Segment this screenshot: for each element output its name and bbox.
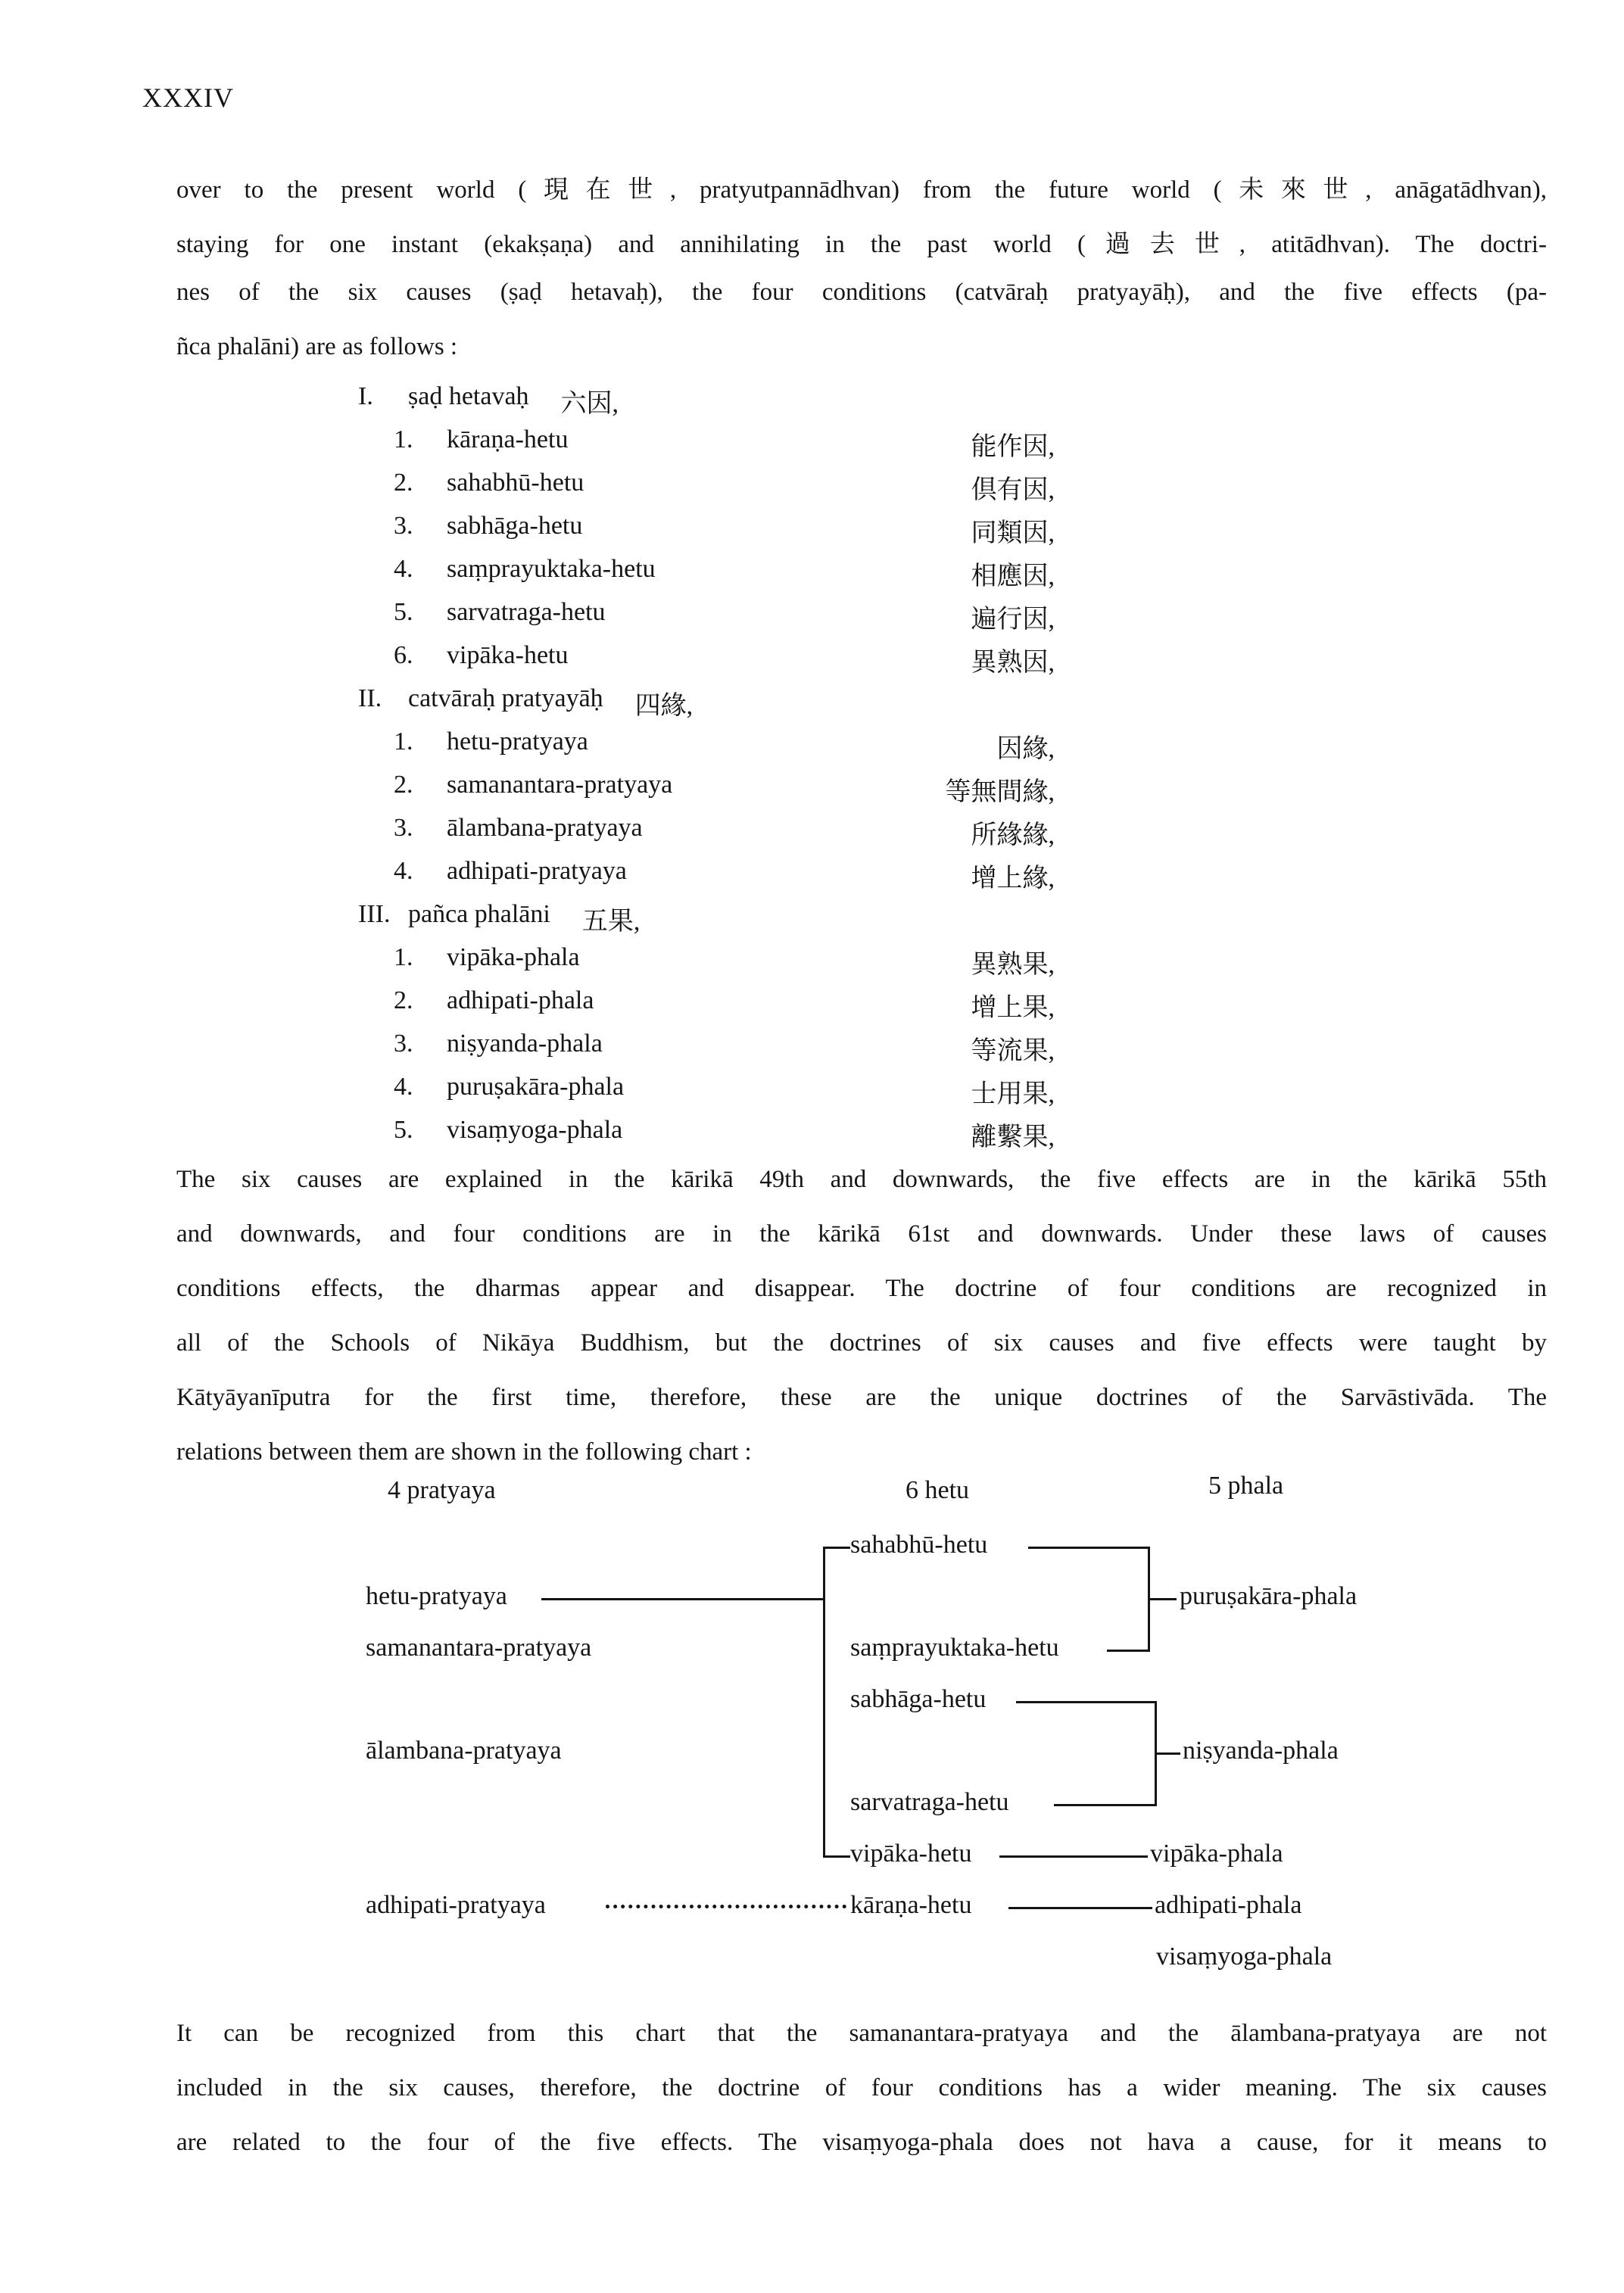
connector-stub-sahabhu-left <box>823 1547 850 1549</box>
list-item-name: saṃprayuktaka-hetu <box>447 555 656 583</box>
paragraph-line: The six causes are explained in the kārikā 49th and downwards, the five effects are in the kārikā 55th <box>176 1166 1547 1193</box>
list-item-number: 3. <box>394 512 413 540</box>
chart-node-vipaka-hetu: vipāka-hetu <box>850 1840 972 1868</box>
list-item <box>358 1116 1055 1159</box>
section-numeral: I. <box>358 382 373 410</box>
list-item <box>358 943 1055 986</box>
connector-vipaka-hetu-to-phala <box>999 1855 1148 1858</box>
list-item-name: adhipati-phala <box>447 986 594 1014</box>
list-item-name: samanantara-pratyaya <box>447 771 673 799</box>
section-title: ṣaḍ hetavaḥ <box>408 382 529 410</box>
list-item <box>358 512 1055 555</box>
section-gloss-cjk: 四緣, <box>634 692 694 720</box>
page-number: XXXIV <box>142 83 234 113</box>
paragraph-line: all of the Schools of Nikāya Buddhism, but the doctrines of six causes and five effects were taught by <box>176 1329 1547 1357</box>
connector-sabhaga-to-bracket2 <box>1016 1701 1156 1703</box>
paragraph-line: staying for one instant (ekakṣaṇa) and annihilating in the past world (過去世, atitādhvan). The doctri- <box>176 231 1547 258</box>
connector-samprayuktaka-to-bracket1 <box>1107 1650 1148 1652</box>
paragraph-line: It can be recognized from this chart that the samanantara-pratyaya and the ālambana-pratyaya are not <box>176 2020 1547 2047</box>
chart-node-purusakara-phala: puruṣakāra-phala <box>1180 1582 1357 1610</box>
chart-node-sahabhu-hetu: sahabhū-hetu <box>850 1531 988 1559</box>
paragraph-2 <box>176 1166 1547 1493</box>
list-item-number: 2. <box>394 986 413 1014</box>
list-item-number: 3. <box>394 1030 413 1058</box>
list-item-gloss-cjk: 離繫果, <box>971 1123 1055 1151</box>
list-item-gloss-cjk: 同類因, <box>971 519 1055 547</box>
section-title: catvāraḥ pratyayāḥ <box>408 684 603 712</box>
list-section-header <box>358 382 1055 425</box>
chart-node-samprayuktaka-hetu: saṃprayuktaka-hetu <box>850 1634 1059 1662</box>
chart-column-header-hetu: 6 hetu <box>906 1476 970 1504</box>
chart-node-adhipati-phala: adhipati-phala <box>1155 1891 1302 1919</box>
list-item-name: hetu-pratyaya <box>447 727 588 756</box>
connector-stub-vipaka-left <box>823 1855 850 1858</box>
list-item <box>358 1030 1055 1073</box>
list-item-number: 4. <box>394 1073 413 1101</box>
list-item-name: vipāka-hetu <box>447 641 569 669</box>
list-item-number: 5. <box>394 598 413 626</box>
list-item-gloss-cjk: 相應因, <box>971 562 1055 590</box>
list-item-number: 4. <box>394 857 413 885</box>
connector-left-bracket <box>823 1547 825 1858</box>
list-item-number: 1. <box>394 425 413 453</box>
list-item-number: 6. <box>394 641 413 669</box>
list-item-gloss-cjk: 能作因, <box>971 433 1055 461</box>
list-item-gloss-cjk: 異熟果, <box>971 951 1055 979</box>
chart-node-visamyoga-phala: visaṃyoga-phala <box>1156 1943 1333 1971</box>
list-item-number: 3. <box>394 814 413 842</box>
connector-karana-to-adhipati-phala <box>1008 1907 1152 1909</box>
list-item-gloss-cjk: 所緣緣, <box>971 821 1055 849</box>
list-item <box>358 469 1055 512</box>
chart-node-samanantara-pratyaya: samanantara-pratyaya <box>366 1634 592 1662</box>
list-item <box>358 727 1055 771</box>
list-item-name: sahabhū-hetu <box>447 469 584 497</box>
list-item-gloss-cjk: 增上果, <box>971 994 1055 1022</box>
list-item-name: niṣyanda-phala <box>447 1030 603 1058</box>
list-item <box>358 641 1055 684</box>
list-item <box>358 555 1055 598</box>
chart-node-adhipati-pratyaya: adhipati-pratyaya <box>366 1891 546 1919</box>
paragraph-line: Kātyāyanīputra for the first time, therefore, these are the unique doctrines of the Sarvāstivāda. The <box>176 1384 1547 1411</box>
chart-node-sabhaga-hetu: sabhāga-hetu <box>850 1685 987 1713</box>
chart-node-vipaka-phala: vipāka-phala <box>1150 1840 1283 1868</box>
list-item-gloss-cjk: 遍行因, <box>971 606 1055 634</box>
list-item-name: ālambana-pratyaya <box>447 814 643 842</box>
list-item <box>358 857 1055 900</box>
list-item-name: adhipati-pratyaya <box>447 857 627 885</box>
paragraph-line: relations between them are shown in the following chart : <box>176 1438 752 1466</box>
paragraph-line: included in the six causes, therefore, the doctrine of four conditions has a wider meaning. The six causes <box>176 2074 1547 2101</box>
list-item <box>358 814 1055 857</box>
section-title: pañca phalāni <box>408 900 550 928</box>
chart-node-nisyanda-phala: niṣyanda-phala <box>1183 1737 1339 1765</box>
paragraph-line: conditions effects, the dharmas appear and disappear. The doctrine of four conditions are recognized in <box>176 1275 1547 1302</box>
list-item-name: sarvatraga-hetu <box>447 598 606 626</box>
list-item-number: 2. <box>394 771 413 799</box>
list-item <box>358 598 1055 641</box>
paragraph-3 <box>176 2020 1547 2183</box>
connector-stub-purusakara <box>1148 1598 1177 1600</box>
section-numeral: II. <box>358 684 382 712</box>
paragraph-line: are related to the four of the five effects. The visaṃyoga-phala does not hava a cause, for it means to <box>176 2129 1547 2156</box>
list-item-number: 5. <box>394 1116 413 1144</box>
section-gloss-cjk: 六因, <box>560 390 619 418</box>
list-item-gloss-cjk: 因緣, <box>996 735 1055 763</box>
list-item <box>358 986 1055 1030</box>
section-numeral: III. <box>358 900 391 928</box>
list-item-gloss-cjk: 士用果, <box>971 1080 1055 1108</box>
list-item-number: 1. <box>394 727 413 756</box>
list-item-gloss-cjk: 異熟因, <box>971 649 1055 677</box>
list-item-name: visaṃyoga-phala <box>447 1116 623 1144</box>
section-gloss-cjk: 五果, <box>581 908 641 936</box>
list-item-name: puruṣakāra-phala <box>447 1073 625 1101</box>
chart-column-header-pratyaya: 4 pratyaya <box>388 1476 496 1504</box>
paragraph-1 <box>176 170 1547 388</box>
paragraph-line: and downwards, and four conditions are in the kārikā 61st and downwards. Under these laws of causes <box>176 1220 1547 1248</box>
chart-node-sarvatraga-hetu: sarvatraga-hetu <box>850 1788 1009 1816</box>
connector-adhipati-dotted-line <box>606 1905 846 1908</box>
doctrine-list <box>358 382 1055 1159</box>
paragraph-line: nes of the six causes (ṣaḍ hetavaḥ), the four conditions (catvāraḥ pratyayāḥ), and the five effects (pa- <box>176 279 1547 306</box>
list-item-gloss-cjk: 等流果, <box>971 1037 1055 1065</box>
chart-node-alambana-pratyaya: ālambana-pratyaya <box>366 1737 562 1765</box>
chart-column-header-phala: 5 phala <box>1208 1472 1284 1500</box>
list-item-number: 2. <box>394 469 413 497</box>
chart-node-hetu-pratyaya: hetu-pratyaya <box>366 1582 507 1610</box>
list-item-name: sabhāga-hetu <box>447 512 583 540</box>
list-item-name: kāraṇa-hetu <box>447 425 569 453</box>
chart-node-karana-hetu: kāraṇa-hetu <box>850 1891 972 1919</box>
connector-sarvatraga-to-bracket2 <box>1054 1804 1156 1806</box>
paragraph-line: ñca phalāni) are as follows : <box>176 333 458 360</box>
connector-stub-nisyanda <box>1155 1752 1180 1755</box>
list-item-gloss-cjk: 倶有因, <box>971 476 1055 504</box>
paragraph-line: over to the present world (現在世, pratyutpannādhvan) from the future world (未來世, anāgatādhvan), <box>176 176 1547 204</box>
list-item-gloss-cjk: 等無間緣, <box>945 778 1055 806</box>
list-section-header <box>358 684 1055 727</box>
list-item <box>358 1073 1055 1116</box>
connector-sahabhu-to-bracket1 <box>1028 1547 1149 1549</box>
connector-hetu-pratyaya-line <box>541 1598 823 1600</box>
list-section-header <box>358 900 1055 943</box>
list-item <box>358 425 1055 469</box>
list-item-number: 1. <box>394 943 413 971</box>
list-item <box>358 771 1055 814</box>
list-item-name: vipāka-phala <box>447 943 580 971</box>
list-item-number: 4. <box>394 555 413 583</box>
list-item-gloss-cjk: 增上緣, <box>971 865 1055 893</box>
